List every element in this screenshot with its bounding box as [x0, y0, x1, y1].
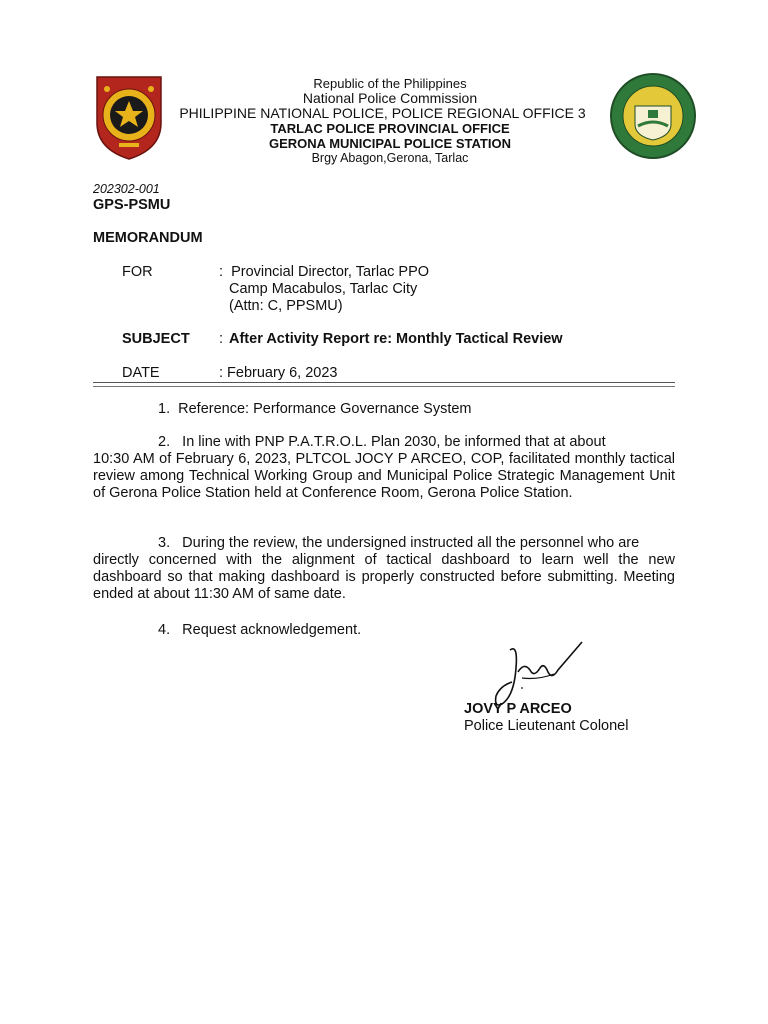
paragraph-3-first-line: 3. During the review, the undersigned instructed all the personnel who are	[158, 535, 640, 551]
divider-line-bottom	[93, 386, 675, 387]
signatory-name: JOVY P ARCEO	[464, 701, 572, 717]
for-line-2: Camp Macabulos, Tarlac City	[229, 281, 418, 297]
paragraph-3-body: directly concerned with the alignment of tactical dashboard to learn well the new dashboard so that making dashboard is properly constructed before submitting. Meeting ended at about 11:30 AM of same date.	[93, 552, 675, 602]
header-pnp-region: PHILIPPINE NATIONAL POLICE, POLICE REGIONAL OFFICE 3	[179, 105, 586, 121]
subject-colon: :	[219, 331, 224, 347]
memo-title: MEMORANDUM	[93, 230, 203, 246]
signatory-rank: Police Lieutenant Colonel	[464, 718, 629, 734]
divider-line-top	[93, 382, 675, 383]
paragraph-2-first-line: 2. In line with PNP P.A.T.R.O.L. Plan 2030, be informed that at about	[158, 434, 606, 450]
date-label: DATE	[122, 365, 160, 381]
subject-value: After Activity Report re: Monthly Tactical Review	[229, 331, 563, 347]
for-line-1: : Provincial Director, Tarlac PPO	[219, 264, 430, 280]
paragraph-2-body: 10:30 AM of February 6, 2023, PLTCOL JOCY P ARCEO, COP, facilitated monthly tactical review among Technical Working Group and Municipal Police Strategic Management Unit of Gerona Police Station held at Conference Room, Gerona Police Station.	[93, 451, 675, 501]
header-address: Brgy Abagon,Gerona, Tarlac	[311, 151, 469, 165]
header-provincial-office: TARLAC POLICE PROVINCIAL OFFICE	[270, 121, 510, 136]
memo-ref-number: 202302-001	[93, 182, 160, 196]
for-line-3: (Attn: C, PPSMU)	[229, 298, 343, 314]
for-label: FOR	[122, 264, 153, 280]
paragraph-1: 1. Reference: Performance Governance System	[158, 401, 472, 417]
date-value: : February 6, 2023	[219, 365, 338, 381]
memo-office: GPS-PSMU	[93, 197, 171, 213]
subject-label: SUBJECT	[122, 331, 190, 347]
paragraph-4: 4. Request acknowledgement.	[158, 622, 362, 638]
header-napolcom: National Police Commission	[302, 90, 478, 106]
header-republic: Republic of the Philippines	[313, 76, 467, 91]
header-station: GERONA MUNICIPAL POLICE STATION	[269, 136, 511, 151]
